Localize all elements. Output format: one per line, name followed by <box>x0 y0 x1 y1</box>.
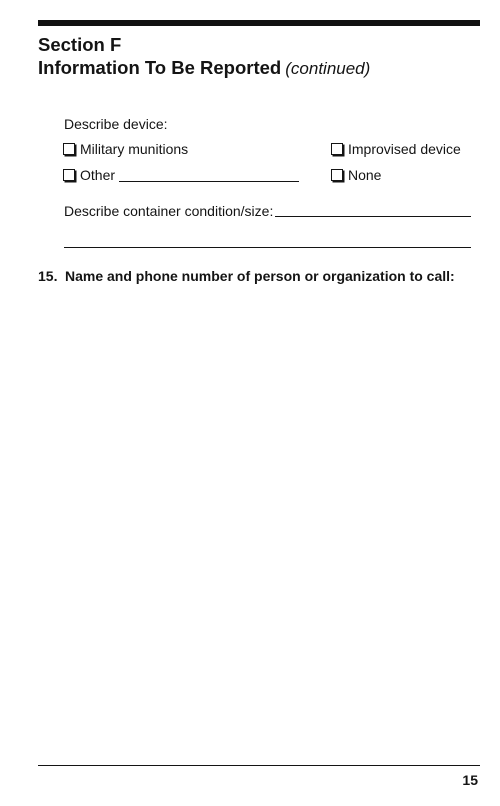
continued-note: (continued) <box>285 59 371 78</box>
page-number: 15 <box>462 772 478 788</box>
military-munitions-label: Military munitions <box>80 141 189 157</box>
question-15 <box>38 268 455 284</box>
other-checkbox[interactable] <box>63 169 75 181</box>
bottom-rule <box>38 765 480 766</box>
describe-device-label: Describe device: <box>64 116 168 132</box>
improvised-device-option[interactable] <box>331 141 461 157</box>
other-blank-line[interactable] <box>119 168 299 182</box>
section-title: Section F <box>38 34 122 55</box>
improvised-device-label: Improvised device <box>348 141 461 157</box>
question-text: Name and phone number of person or organization to call: <box>65 268 455 284</box>
military-munitions-checkbox[interactable] <box>63 143 75 155</box>
improvised-device-checkbox[interactable] <box>331 143 343 155</box>
section-subtitle <box>38 57 370 80</box>
none-option[interactable] <box>331 167 381 183</box>
container-condition-blank-line[interactable] <box>275 216 471 217</box>
other-label: Other <box>80 167 116 183</box>
none-label: None <box>348 167 382 183</box>
question-number: 15. <box>38 268 58 284</box>
military-munitions-option[interactable] <box>63 141 188 157</box>
top-rule <box>38 20 480 26</box>
none-checkbox[interactable] <box>331 169 343 181</box>
subtitle-text: Information To Be Reported <box>38 57 282 78</box>
container-condition-label: Describe container condition/size: <box>64 203 274 219</box>
other-option[interactable] <box>63 167 299 183</box>
container-condition-second-line[interactable] <box>64 247 471 248</box>
